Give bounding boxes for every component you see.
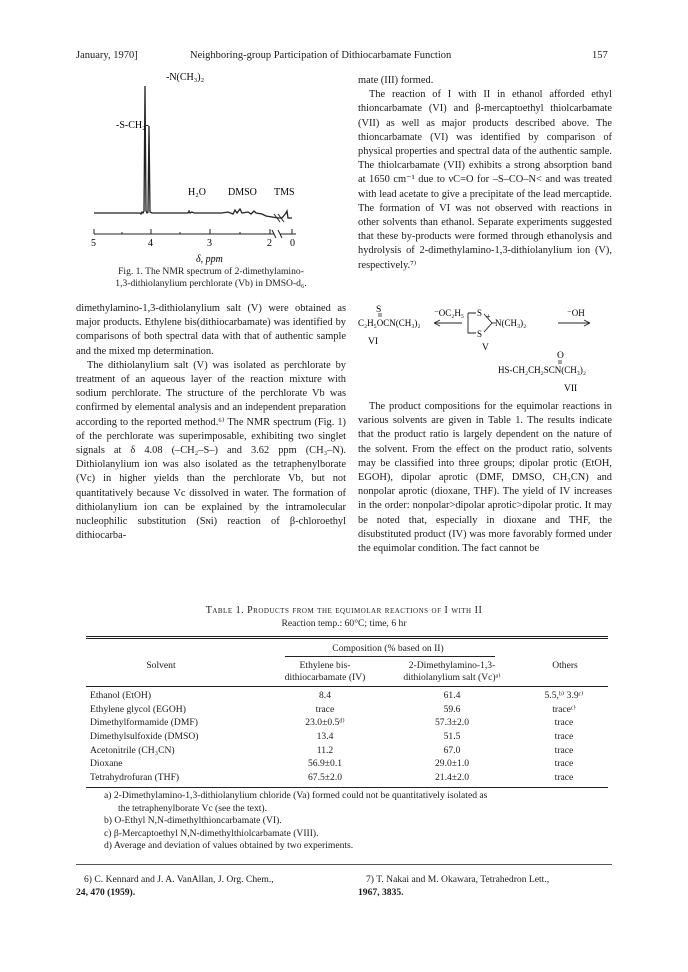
ring-charge: + [486,312,491,321]
axis-tick-label: 4 [148,238,153,249]
axis-tick-label: 0 [290,238,295,249]
footnote-7 [358,874,612,899]
axis-tick-label: 2 [267,238,272,249]
nmr-spectrum-trace [94,86,292,218]
reagent-hydroxide: ⁻OH [567,308,585,318]
figure-caption [76,266,346,290]
peak-label-s-methylene: -S-CH₂- [116,120,149,131]
peak-label-tms: TMS [274,187,295,198]
left-column-text [76,302,346,543]
table-row [86,730,608,744]
table-top-rule [86,638,608,639]
table-title-text: Table 1. Products from the equimolar reactions of I with II [205,605,483,616]
right-column-text-bottom [358,400,612,556]
table-note: d) Average and deviation of values obtained by two experiments. [104,840,354,852]
table-note: b) O-Ethyl N,N-dimethylthioncarbamate (VI). [104,815,282,827]
table-title [76,605,612,616]
compound-vii-formula: HS-CH₂CH₂SCN(CH₃)₂ [498,365,587,375]
footnote-6 [76,874,348,899]
table-note: the tetraphenylborate Vc (see the text). [118,802,267,814]
cell-iv: 13.4 [316,731,334,743]
cell-vc: 61.4 [443,690,461,702]
running-header-date: January, 1970] [76,50,138,61]
table-row [86,771,608,785]
label-vi: VI [368,337,379,347]
right-column-text-top [358,74,612,273]
paragraph: dimethylamino-1,3-dithiolanylium salt (V) were obtained as major products. Ethylene bis(dithiocarbamate) was identified by comparisons of both spectral data with that of authentic sample and the mixed mp determination. [76,303,346,357]
cell-iv: trace [315,703,335,715]
table-row [86,743,608,757]
col-header-solvent: Solvent [146,660,176,671]
col-header-vc-line: dithiolanylium salt (Vc)ᵃ⁾ [403,671,501,683]
page-number: 157 [592,50,608,61]
col-header-vc [384,660,520,683]
table-bottom-rule [86,787,608,788]
reagent-ethoxide: ⁻OC₂H₅ [434,308,465,318]
ring-dimethylamino: N(CH₃)₂ [495,318,527,328]
cell-solvent: Acetonitrile (CH₃CN) [90,744,175,756]
ring-sulfur-bottom: S [477,329,483,339]
table-row [86,757,608,771]
footnote-line: 7) T. Nakai and M. Okawara, Tetrahedron Lett., [366,874,550,885]
compound-vi-formula: C₂H₅OCN(CH₃)₂ [358,318,421,328]
products-table [86,689,608,784]
vi-thione-sulfur: S [376,305,382,315]
cell-iv: 8.4 [319,690,331,702]
cell-others: trace [554,771,574,783]
peak-label-water: H₂O [188,187,206,198]
paragraph: mate (III) formed. [358,75,434,86]
cell-vc: 29.0±1.0 [434,758,470,770]
col-header-vc-line: 2-Dimethylamino-1,3- [408,660,496,671]
cell-solvent: Ethylene glycol (EGOH) [90,703,186,715]
running-header-title: Neighboring-group Participation of Dithiocarbamate Function [190,50,452,61]
table-note: c) β-Mercaptoethyl N,N-dimethylthiolcarbamate (VIII). [104,827,319,839]
footnote-line: 1967, 3835. [358,886,404,898]
cell-iv: 56.9±0.1 [307,758,343,770]
footnote-line: 24, 470 (1959). [76,886,136,898]
figure-caption-line: Fig. 1. The NMR spectrum of 2-dimethylamino- [118,266,304,277]
cell-others: 5.5,ᵇ⁾ 3.9ᶜ⁾ [544,690,584,702]
cell-solvent: Dimethylsulfoxide (DMSO) [90,731,199,743]
peak-label-dmso: DMSO [228,187,257,198]
cell-others: traceᶜ⁾ [552,703,576,715]
label-v: V [482,343,489,353]
cell-vc: 21.4±2.0 [434,771,470,783]
col-header-iv-line: dithiocarbamate (IV) [284,671,366,683]
cell-solvent: Ethanol (EtOH) [90,690,152,702]
cell-others: trace [554,744,574,756]
footnote-line: 6) C. Kennard and J. A. VanAllan, J. Org. Chem., [84,874,274,885]
cell-solvent: Dimethylformamide (DMF) [90,717,198,729]
axis-label: δ, ppm [196,254,223,265]
table-row [86,689,608,703]
paragraph: The dithiolanylium salt (V) was isolated as perchlorate by treatment of an aqueous layer of the reaction mixture with sodium perchlorate. The structure of the perchlorate Vb was confirmed by elemental analysis and an independent preparation according to the reported method.⁶⁾ The NMR spectrum (Fig. 1) of the perchlorate was superimposable, exhibiting two singlet signals at δ 4.08 (–CH₂–S–) and 3.62 ppm (CH₃–N). Dithiolanylium ion was also isolated as the tetraphenylborate (Vc) in higher yields than the perchlorate Vb, but not quantitatively because Vc dissolved in water. The formation of dithiolanylium ion can be explained by the intramolecular nucleophilic substitution (Sɴi) reaction of β-chloroethyl dithiocarba- [76,359,346,542]
label-vii: VII [564,384,578,394]
cell-others: trace [554,717,574,729]
table-conditions: Reaction temp.: 60°C; time, 6 hr [281,618,407,629]
peak-label-n-methyl: -N(CH₃)₂ [166,72,205,83]
table-notes [104,790,604,853]
cell-vc: 67.0 [443,744,461,756]
col-header-others: Others [552,660,578,671]
col-header-composition: Composition (% based on II) [332,643,444,654]
cell-iv: 67.5±2.0 [307,771,343,783]
paragraph: The product compositions for the equimolar reactions in various solvents are given in Table 1. The results indicate that the product ratio is largely dependent on the nature of the solvent. From the effect on the product ratio, solvents may be classified into three groups; dipolar protic (EtOH, EGOH), dipolar aprotic (DMF, DMSO, CH₃CN) and nonpolar aprotic (dioxane, THF). The yield of IV increases in the order: nonpolar>dipolar aprotic>dipolar protic. It may be noted that, especially in dioxane and THF, the disubstituted product (IV) was more favorably formed under the equimolar condition. The fact cannot be [358,401,612,555]
table-header-rule [86,686,608,687]
cell-vc: 57.3±2.0 [434,717,470,729]
ring-sulfur-top: S [477,308,483,318]
table-row [86,703,608,717]
cell-solvent: Tetrahydrofuran (THF) [90,771,180,783]
figure-caption-line: 1,3-dithiolanylium perchlorate (Vb) in DMSO-d₆. [115,278,307,289]
cell-others: trace [554,758,574,770]
axis-tick-label: 5 [91,238,96,249]
table-top-rule [86,636,608,637]
cell-iv: 11.2 [316,744,334,756]
cell-solvent: Dioxane [90,758,123,770]
cell-vc: 51.5 [443,731,461,743]
axis-tick-label: 3 [207,238,212,249]
composition-rule [285,656,495,657]
paragraph: The reaction of I with II in ethanol afforded ethyl thioncarbamate (VI) and β-mercaptoethyl thiolcarbamate (VII) as well as major products described above. The thioncarbamate (VI) was identified by comparison of physical properties and spectral data of the authentic sample. The thiolcarbamate (VII) exhibits a strong absorption band at 1650 cm⁻¹ due to νC=O for –S–CO–N< and was treated with lead acetate to give a precipitate of the lead mercaptide. The formation of VI was not observed with reactions in other solvents than ethanol. Separate experiments suggested that these by-products were formed through ethanolysis and hydrolysis of 2-dimethylamino-1,3-dithiolanylium ion (V), respectively.⁷⁾ [358,89,612,271]
footnote-rule [76,864,612,865]
cell-others: trace [554,731,574,743]
cell-iv: 23.0±0.5ᵈ⁾ [305,717,345,729]
cell-vc: 59.6 [443,703,461,715]
table-row [86,716,608,730]
table-note: a) 2-Dimethylamino-1,3-dithiolanylium chloride (Va) formed could not be quantitatively isolated as [104,790,488,801]
nmr-spectrum-figure [88,66,328,266]
col-header-iv [266,660,384,683]
reaction-scheme [358,300,614,396]
vii-carbonyl-oxygen: O [557,351,564,361]
col-header-iv-line: Ethylene bis- [299,660,351,671]
